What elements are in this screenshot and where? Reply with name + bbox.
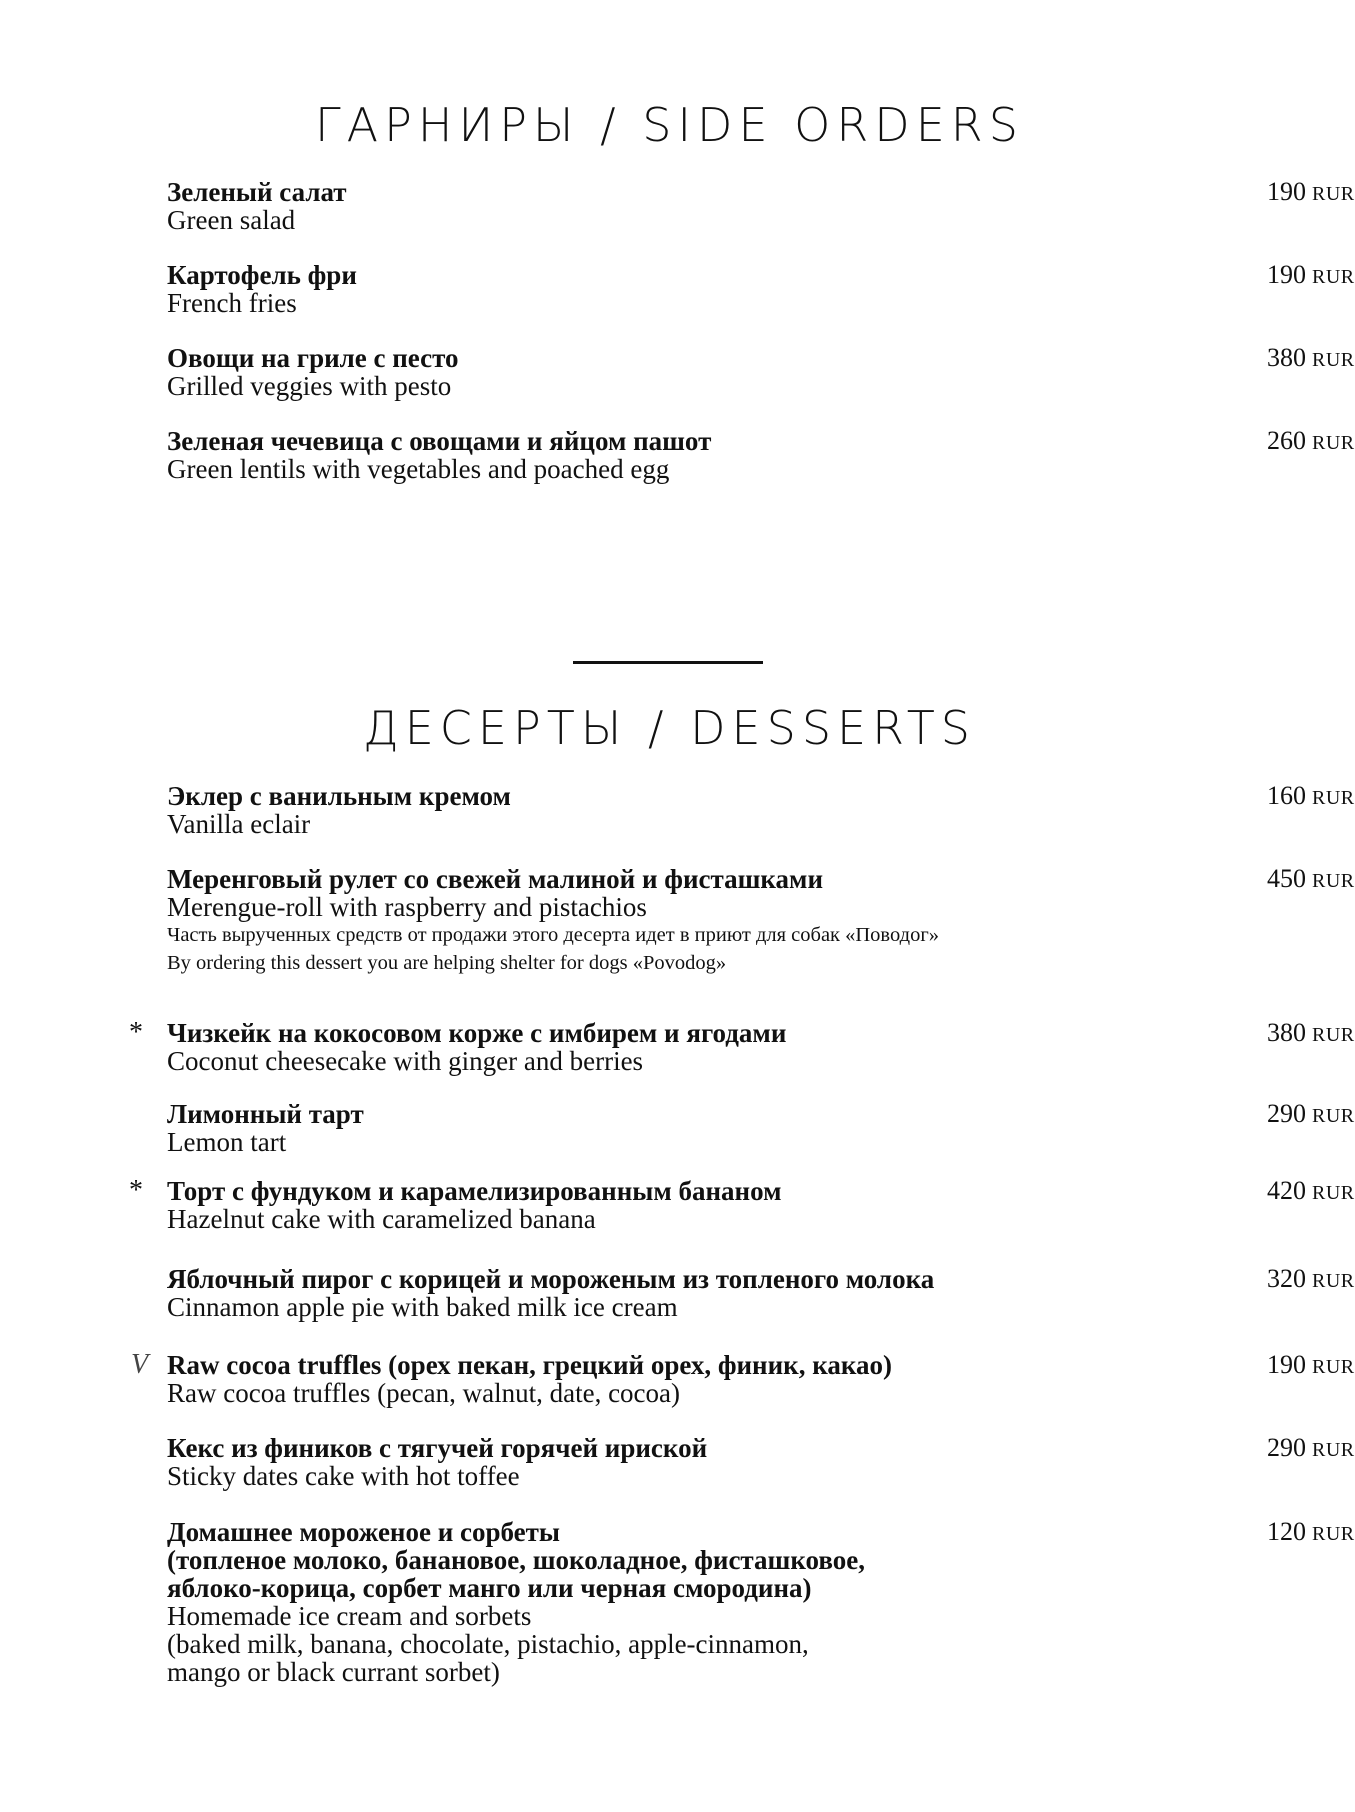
asterisk-marker: *: [129, 1017, 143, 1048]
section-title-desserts: ДЕСЕРТЫ / DESSERTS: [363, 701, 976, 755]
price-value: 290: [1267, 1099, 1306, 1128]
price-currency: RUR: [1312, 1356, 1355, 1378]
item-name-ru: Эклер с ванильным кремом: [167, 781, 511, 811]
price-value: 450: [1267, 864, 1306, 893]
item-name-en: Green salad: [167, 205, 296, 235]
item-price: [1267, 1351, 1355, 1381]
price-value: 380: [1267, 343, 1306, 372]
item-name-ru: Зеленая чечевица с овощами и яйцом пашот: [167, 426, 712, 456]
menu-item-green-salad: [167, 177, 1355, 235]
item-name-ru: Зеленый салат: [167, 177, 347, 207]
menu-item-lemon-tart: [167, 1099, 1355, 1157]
item-price: [1267, 1518, 1355, 1548]
menu-item-grilled-veggies: [167, 343, 1355, 401]
price-value: 420: [1267, 1176, 1306, 1205]
item-name-en: Hazelnut cake with caramelized banana: [167, 1204, 596, 1234]
menu-item-vanilla-eclair: [167, 781, 1355, 839]
price-currency: RUR: [1312, 1105, 1355, 1127]
item-price: [1267, 261, 1355, 291]
price-value: 190: [1267, 260, 1306, 289]
item-name-ru: Кекс из фиников с тягучей горячей ириской: [167, 1433, 708, 1463]
item-name-ru: Raw cocoa truffles (орех пекан, грецкий орех, финик, какао): [167, 1350, 893, 1380]
item-price: [1267, 1100, 1355, 1130]
charity-note-ru: Часть вырученных средств от продажи этого десерта идет в приют для собак «Поводог»: [167, 924, 939, 946]
price-currency: RUR: [1312, 1182, 1355, 1204]
menu-item-green-lentils: [167, 426, 1355, 484]
price-value: 380: [1267, 1018, 1306, 1047]
item-name-ru: Торт с фундуком и карамелизированным бананом: [167, 1176, 782, 1206]
price-value: 320: [1267, 1264, 1306, 1293]
menu-item-coconut-cheesecake: [129, 1017, 1355, 1076]
item-price: [1267, 344, 1355, 374]
menu-item-apple-pie: [167, 1264, 1355, 1322]
item-price: [1267, 782, 1355, 812]
item-name-ru: Меренговый рулет со свежей малиной и фисташками: [167, 864, 824, 894]
item-price: [1267, 178, 1355, 208]
item-name-en: Green lentils with vegetables and poached egg: [167, 454, 670, 484]
item-price: [1267, 1019, 1355, 1049]
item-name-en: French fries: [167, 288, 297, 318]
item-name-en: Lemon tart: [167, 1127, 287, 1157]
item-name-ru: Картофель фри: [167, 260, 357, 290]
item-name-en: Homemade ice cream and sorbets: [167, 1601, 532, 1631]
item-price: [1267, 865, 1355, 895]
menu-item-hazelnut-cake: [129, 1175, 1355, 1234]
section-title-side-orders: ГАРНИРЫ / SIDE ORDERS: [315, 98, 1024, 152]
menu-item-raw-cocoa-truffles: [131, 1349, 1355, 1408]
price-value: 120: [1267, 1517, 1306, 1546]
price-currency: RUR: [1312, 432, 1355, 454]
item-name-ru: Чизкейк на кокосовом корже с имбирем и ягодами: [167, 1018, 787, 1048]
item-price: [1267, 1434, 1355, 1464]
price-value: 190: [1267, 177, 1306, 206]
vegan-marker: V: [131, 1349, 149, 1380]
price-value: 160: [1267, 781, 1306, 810]
price-currency: RUR: [1312, 1024, 1355, 1046]
item-price: [1267, 1177, 1355, 1207]
item-name-ru: Яблочный пирог с корицей и мороженым из топленого молока: [167, 1264, 935, 1294]
item-name-en: Coconut cheesecake with ginger and berries: [167, 1046, 644, 1076]
item-name-en: Merengue-roll with raspberry and pistachios: [167, 892, 647, 922]
price-value: 260: [1267, 426, 1306, 455]
item-name-en: Cinnamon apple pie with baked milk ice cream: [167, 1292, 678, 1322]
price-currency: RUR: [1312, 1439, 1355, 1461]
menu-item-homemade-ice-cream: [167, 1517, 1355, 1687]
section-divider: [573, 661, 763, 664]
item-name-ru: Овощи на гриле с песто: [167, 343, 459, 373]
item-name-en-line-2: (baked milk, banana, chocolate, pistachio, apple-cinnamon,: [167, 1629, 809, 1659]
item-name-en-line-3: mango or black currant sorbet): [167, 1657, 500, 1687]
item-name-ru: Домашнее мороженое и сорбеты: [167, 1517, 560, 1547]
menu-item-merengue-roll: [167, 864, 1355, 977]
price-currency: RUR: [1312, 183, 1355, 205]
price-value: 290: [1267, 1433, 1306, 1462]
asterisk-marker: *: [129, 1175, 143, 1206]
menu-item-sticky-dates-cake: [167, 1433, 1355, 1491]
price-currency: RUR: [1312, 1270, 1355, 1292]
price-currency: RUR: [1312, 1523, 1355, 1545]
menu-item-french-fries: [167, 260, 1355, 318]
price-currency: RUR: [1312, 266, 1355, 288]
price-currency: RUR: [1312, 349, 1355, 371]
item-name-en: Sticky dates cake with hot toffee: [167, 1461, 520, 1491]
price-value: 190: [1267, 1350, 1306, 1379]
item-price: [1267, 1265, 1355, 1295]
item-price: [1267, 427, 1355, 457]
item-name-en: Vanilla eclair: [167, 809, 311, 839]
price-currency: RUR: [1312, 787, 1355, 809]
item-name-ru-line-3: яблоко-корица, сорбет манго или черная смородина): [167, 1573, 812, 1603]
item-name-en: Raw cocoa truffles (pecan, walnut, date, cocoa): [167, 1378, 681, 1408]
price-currency: RUR: [1312, 870, 1355, 892]
item-name-ru-line-2: (топленое молоко, банановое, шоколадное, фисташковое,: [167, 1545, 865, 1575]
charity-note-en: By ordering this dessert you are helping shelter for dogs «Povodog»: [167, 952, 727, 974]
item-name-en: Grilled veggies with pesto: [167, 371, 452, 401]
item-name-ru: Лимонный тарт: [167, 1099, 364, 1129]
